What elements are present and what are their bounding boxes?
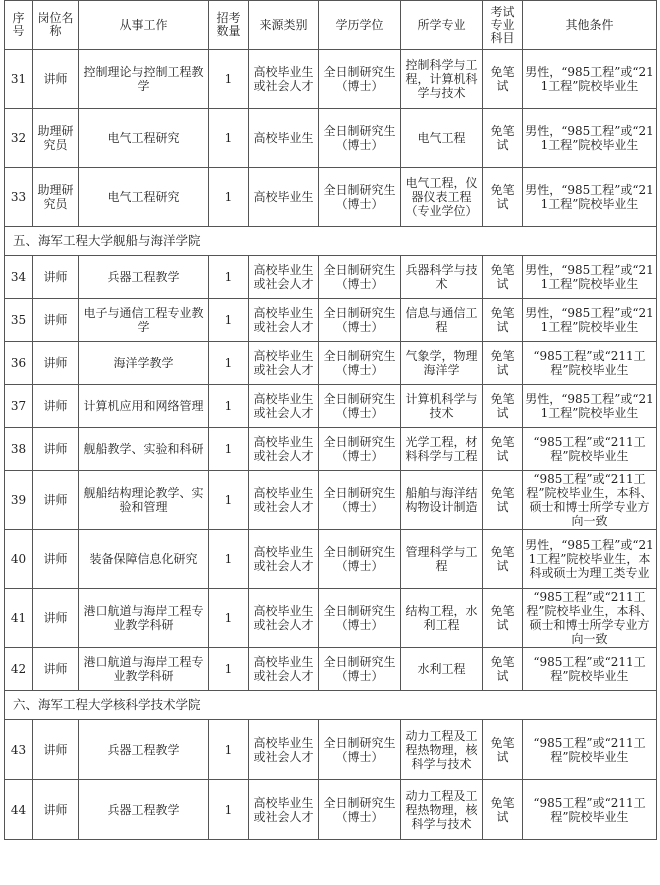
- table-row: [5, 342, 657, 385]
- cell-exam: 免笔试: [483, 342, 523, 385]
- cell-exam: 免笔试: [483, 428, 523, 471]
- cell-work: 兵器工程教学: [79, 780, 209, 840]
- header-other: 其他条件: [523, 1, 657, 50]
- cell-major: 气象学，物理海洋学: [401, 342, 483, 385]
- cell-degree: 全日制研究生（博士）: [319, 256, 401, 299]
- cell-other: 男性，“985工程”或“211工程”院校毕业生: [523, 109, 657, 168]
- cell-major: 控制科学与工程，计算机科学与技术: [401, 50, 483, 109]
- cell-degree: 全日制研究生（博士）: [319, 50, 401, 109]
- cell-other: 男性，“985工程”或“211工程”院校毕业生: [523, 256, 657, 299]
- cell-major: 水利工程: [401, 648, 483, 691]
- cell-post: 讲师: [33, 648, 79, 691]
- cell-exam: 免笔试: [483, 780, 523, 840]
- cell-seq: 43: [5, 720, 33, 780]
- table-row: [5, 589, 657, 648]
- cell-work: 装备保障信息化研究: [79, 530, 209, 589]
- cell-source: 高校毕业生或社会人才: [249, 530, 319, 589]
- cell-exam: 免笔试: [483, 50, 523, 109]
- cell-seq: 37: [5, 385, 33, 428]
- cell-source: 高校毕业生或社会人才: [249, 256, 319, 299]
- cell-count: 1: [209, 342, 249, 385]
- header-row: [5, 1, 657, 50]
- cell-degree: 全日制研究生（博士）: [319, 720, 401, 780]
- cell-major: 电气工程，仪器仪表工程（专业学位）: [401, 168, 483, 227]
- cell-degree: 全日制研究生（博士）: [319, 780, 401, 840]
- cell-source: 高校毕业生或社会人才: [249, 648, 319, 691]
- cell-count: 1: [209, 428, 249, 471]
- table-row: [5, 471, 657, 530]
- cell-degree: 全日制研究生（博士）: [319, 530, 401, 589]
- cell-major: 电气工程: [401, 109, 483, 168]
- cell-degree: 全日制研究生（博士）: [319, 342, 401, 385]
- cell-work: 兵器工程教学: [79, 256, 209, 299]
- cell-seq: 32: [5, 109, 33, 168]
- header-source: 来源类别: [249, 1, 319, 50]
- cell-work: 电气工程研究: [79, 168, 209, 227]
- section-row-6: [5, 691, 657, 720]
- cell-other: “985工程”或“211工程”院校毕业生，本科、硕士和博士所学专业方向一致: [523, 589, 657, 648]
- cell-source: 高校毕业生或社会人才: [249, 428, 319, 471]
- header-post: 岗位名称: [33, 1, 79, 50]
- cell-post: 助理研究员: [33, 168, 79, 227]
- table-row: [5, 385, 657, 428]
- cell-post: 讲师: [33, 299, 79, 342]
- cell-other: 男性，“985工程”或“211工程”院校毕业生: [523, 385, 657, 428]
- header-degree: 学历学位: [319, 1, 401, 50]
- cell-exam: 免笔试: [483, 471, 523, 530]
- cell-source: 高校毕业生或社会人才: [249, 720, 319, 780]
- cell-count: 1: [209, 256, 249, 299]
- cell-seq: 44: [5, 780, 33, 840]
- cell-other: “985工程”或“211工程”院校毕业生: [523, 720, 657, 780]
- cell-seq: 42: [5, 648, 33, 691]
- cell-other: 男性，“985工程”或“211工程”院校毕业生，本科或硕士为理工类专业: [523, 530, 657, 589]
- cell-degree: 全日制研究生（博士）: [319, 109, 401, 168]
- cell-major: 计算机科学与技术: [401, 385, 483, 428]
- section-title: 六、海军工程大学核科学技术学院: [5, 691, 657, 720]
- cell-source: 高校毕业生或社会人才: [249, 342, 319, 385]
- cell-source: 高校毕业生或社会人才: [249, 50, 319, 109]
- cell-exam: 免笔试: [483, 385, 523, 428]
- cell-count: 1: [209, 109, 249, 168]
- table-row: [5, 50, 657, 109]
- cell-degree: 全日制研究生（博士）: [319, 385, 401, 428]
- cell-post: 讲师: [33, 589, 79, 648]
- cell-degree: 全日制研究生（博士）: [319, 299, 401, 342]
- cell-degree: 全日制研究生（博士）: [319, 589, 401, 648]
- section-row-5: [5, 227, 657, 256]
- cell-count: 1: [209, 530, 249, 589]
- cell-count: 1: [209, 720, 249, 780]
- cell-exam: 免笔试: [483, 109, 523, 168]
- cell-source: 高校毕业生或社会人才: [249, 385, 319, 428]
- cell-post: 讲师: [33, 720, 79, 780]
- table-row: [5, 720, 657, 780]
- cell-degree: 全日制研究生（博士）: [319, 648, 401, 691]
- cell-work: 舰船教学、实验和科研: [79, 428, 209, 471]
- table-row: [5, 780, 657, 840]
- table-row: [5, 428, 657, 471]
- cell-count: 1: [209, 385, 249, 428]
- cell-other: “985工程”或“211工程”院校毕业生: [523, 648, 657, 691]
- cell-post: 讲师: [33, 530, 79, 589]
- cell-degree: 全日制研究生（博士）: [319, 168, 401, 227]
- cell-count: 1: [209, 780, 249, 840]
- cell-other: 男性，“985工程”或“211工程”院校毕业生: [523, 299, 657, 342]
- cell-work: 舰船结构理论教学、实验和管理: [79, 471, 209, 530]
- cell-major: 结构工程，水利工程: [401, 589, 483, 648]
- cell-degree: 全日制研究生（博士）: [319, 471, 401, 530]
- cell-source: 高校毕业生或社会人才: [249, 471, 319, 530]
- cell-seq: 35: [5, 299, 33, 342]
- table-row: [5, 168, 657, 227]
- header-seq: 序号: [5, 1, 33, 50]
- cell-source: 高校毕业生: [249, 109, 319, 168]
- header-exam: 考试专业科目: [483, 1, 523, 50]
- cell-other: “985工程”或“211工程”院校毕业生，本科、硕士和博士所学专业方向一致: [523, 471, 657, 530]
- cell-count: 1: [209, 471, 249, 530]
- cell-work: 海洋学教学: [79, 342, 209, 385]
- cell-work: 电气工程研究: [79, 109, 209, 168]
- cell-exam: 免笔试: [483, 530, 523, 589]
- cell-source: 高校毕业生或社会人才: [249, 589, 319, 648]
- cell-work: 兵器工程教学: [79, 720, 209, 780]
- cell-work: 控制理论与控制工程教学: [79, 50, 209, 109]
- header-major: 所学专业: [401, 1, 483, 50]
- cell-post: 讲师: [33, 385, 79, 428]
- cell-work: 港口航道与海岸工程专业教学科研: [79, 648, 209, 691]
- cell-count: 1: [209, 589, 249, 648]
- table-row: [5, 299, 657, 342]
- cell-major: 船舶与海洋结构物设计制造: [401, 471, 483, 530]
- cell-major: 信息与通信工程: [401, 299, 483, 342]
- cell-exam: 免笔试: [483, 168, 523, 227]
- cell-major: 动力工程及工程热物理，核科学与技术: [401, 780, 483, 840]
- cell-work: 电子与通信工程专业教学: [79, 299, 209, 342]
- cell-other: 男性，“985工程”或“211工程”院校毕业生: [523, 50, 657, 109]
- cell-major: 兵器科学与技术: [401, 256, 483, 299]
- cell-seq: 40: [5, 530, 33, 589]
- cell-degree: 全日制研究生（博士）: [319, 428, 401, 471]
- header-work: 从事工作: [79, 1, 209, 50]
- cell-exam: 免笔试: [483, 299, 523, 342]
- cell-seq: 38: [5, 428, 33, 471]
- cell-major: 光学工程，材料科学与工程: [401, 428, 483, 471]
- cell-post: 讲师: [33, 780, 79, 840]
- cell-other: “985工程”或“211工程”院校毕业生: [523, 428, 657, 471]
- cell-exam: 免笔试: [483, 589, 523, 648]
- cell-source: 高校毕业生或社会人才: [249, 780, 319, 840]
- cell-exam: 免笔试: [483, 256, 523, 299]
- section-title: 五、海军工程大学舰船与海洋学院: [5, 227, 657, 256]
- cell-other: 男性，“985工程”或“211工程”院校毕业生: [523, 168, 657, 227]
- table-row: [5, 648, 657, 691]
- cell-post: 助理研究员: [33, 109, 79, 168]
- cell-major: 动力工程及工程热物理，核科学与技术: [401, 720, 483, 780]
- cell-other: “985工程”或“211工程”院校毕业生: [523, 342, 657, 385]
- cell-exam: 免笔试: [483, 648, 523, 691]
- table-row: [5, 256, 657, 299]
- table-row: [5, 109, 657, 168]
- cell-seq: 39: [5, 471, 33, 530]
- cell-count: 1: [209, 50, 249, 109]
- cell-seq: 41: [5, 589, 33, 648]
- cell-count: 1: [209, 648, 249, 691]
- cell-seq: 31: [5, 50, 33, 109]
- cell-work: 港口航道与海岸工程专业教学科研: [79, 589, 209, 648]
- header-count: 招考数量: [209, 1, 249, 50]
- cell-exam: 免笔试: [483, 720, 523, 780]
- cell-post: 讲师: [33, 50, 79, 109]
- cell-post: 讲师: [33, 471, 79, 530]
- cell-post: 讲师: [33, 428, 79, 471]
- cell-seq: 34: [5, 256, 33, 299]
- cell-work: 计算机应用和网络管理: [79, 385, 209, 428]
- cell-post: 讲师: [33, 342, 79, 385]
- cell-count: 1: [209, 299, 249, 342]
- cell-post: 讲师: [33, 256, 79, 299]
- recruitment-table: [4, 0, 657, 840]
- table-row: [5, 530, 657, 589]
- cell-count: 1: [209, 168, 249, 227]
- cell-other: “985工程”或“211工程”院校毕业生: [523, 780, 657, 840]
- cell-seq: 33: [5, 168, 33, 227]
- cell-source: 高校毕业生或社会人才: [249, 299, 319, 342]
- cell-seq: 36: [5, 342, 33, 385]
- cell-major: 管理科学与工程: [401, 530, 483, 589]
- cell-source: 高校毕业生: [249, 168, 319, 227]
